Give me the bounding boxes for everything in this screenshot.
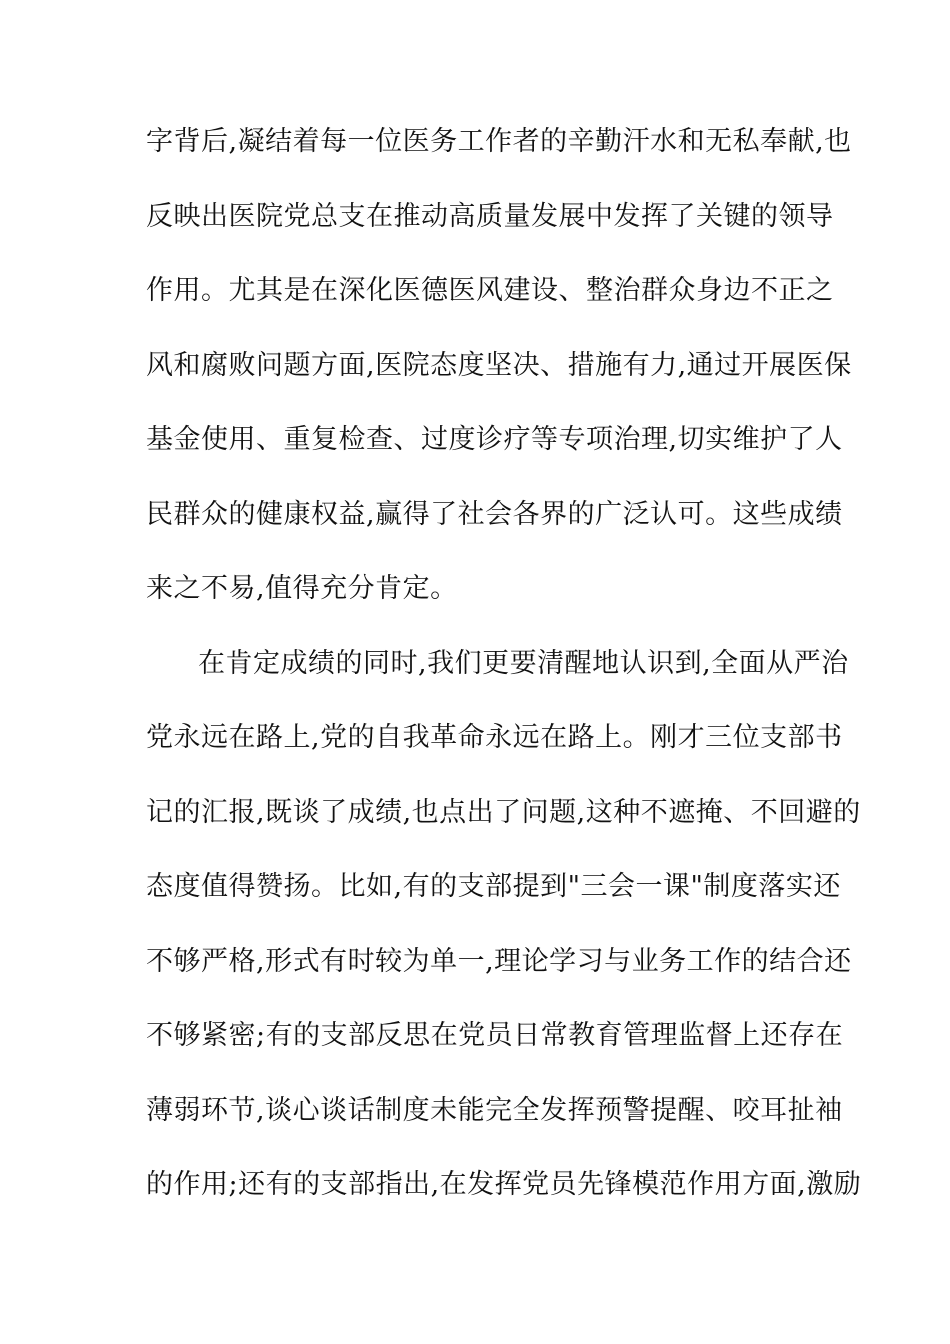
body-text — [146, 120, 862, 1238]
text-line-8-paragraph-start: 在肯定成绩的同时,我们更要清醒地认识到,全面从严治 — [198, 647, 849, 679]
text-line-3: 作用。尤其是在深化医德医风建设、整治群众身边不正之 — [146, 275, 834, 306]
text-line-7: 来之不易,值得充分肯定。 — [146, 573, 458, 604]
text-line-13: 不够紧密;有的支部反思在党员日常教育管理监督上还存在 — [146, 1020, 844, 1051]
text-line-6: 民群众的健康权益,赢得了社会各界的广泛认可。这些成绩 — [146, 498, 843, 530]
text-line-10: 记的汇报,既谈了成绩,也点出了问题,这种不遮掩、不回避的 — [146, 796, 861, 828]
text-line-1: 字背后,凝结着每一位医务工作者的辛勤汗水和无私奉献,也 — [146, 126, 852, 157]
text-line-14: 薄弱环节,谈心谈话制度未能完全发挥预警提醒、咬耳扯袖 — [146, 1094, 843, 1126]
text-line-2: 反映出医院党总支在推动高质量发展中发挥了关键的领导 — [146, 200, 834, 232]
text-line-9: 党永远在路上,党的自我革命永远在路上。刚才三位支部书 — [146, 722, 843, 753]
text-line-15: 的作用;还有的支部指出,在发挥党员先锋模范作用方面,激励 — [146, 1169, 862, 1200]
text-line-4: 风和腐败问题方面,医院态度坚决、措施有力,通过开展医保 — [146, 349, 852, 381]
text-line-12: 不够严格,形式有时较为单一,理论学习与业务工作的结合还 — [146, 945, 852, 977]
text-line-11: 态度值得赞扬。比如,有的支部提到"三会一课"制度落实还 — [146, 871, 841, 902]
text-line-5: 基金使用、重复检查、过度诊疗等专项治理,切实维护了人 — [146, 424, 843, 455]
